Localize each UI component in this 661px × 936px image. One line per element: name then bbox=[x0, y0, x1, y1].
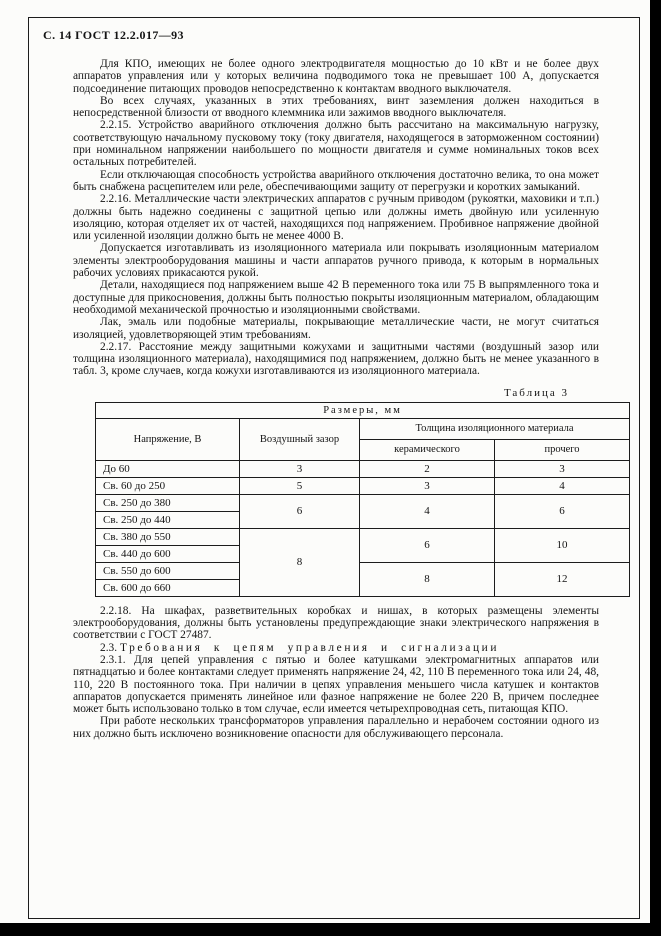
paragraph-clause-2-2-18: 2.2.18. На шкафах, разветвительных коробках и нишах, в которых размещены элементы электрооборудования, должны быть установлены предупреждающие знаки электрического напряжения в соответствии с ГОСТ 27487. bbox=[73, 604, 599, 642]
dimensions-table bbox=[95, 402, 630, 597]
cell-voltage: До 60 bbox=[96, 460, 240, 477]
col-ceramic-header: керамического bbox=[360, 439, 495, 460]
paragraph: Детали, находящиеся под напряжением выше 42 В переменного тока или 75 В выпрямленного тока и доступные для прикосновения, должны быть полностью покрыты изоляционным материалом, обладающим необходимой механической прочностью и изоляционными свойствами. bbox=[73, 279, 599, 316]
cell-other: 4 bbox=[495, 477, 630, 494]
paragraph-clause-2-2-17: 2.2.17. Расстояние между защитными кожухами и защитными частями (воздушный зазор или толщина изоляционного материала), находящимися под напряжением, должно быть не менее указанного в табл. 3, кроме случаев, когда кожухи изготавливаются из изоляционного материала. bbox=[73, 340, 599, 378]
cell-voltage: Св. 380 до 550 bbox=[96, 528, 240, 545]
cell-other: 3 bbox=[495, 460, 630, 477]
cell-ceramic: 2 bbox=[360, 460, 495, 477]
table-row bbox=[96, 494, 630, 511]
cell-air-gap: 8 bbox=[240, 528, 360, 596]
cell-ceramic: 3 bbox=[360, 477, 495, 494]
section-heading bbox=[73, 642, 599, 654]
paragraph: Для КПО, имеющих не более одного электродвигателя мощностью до 10 кВт и не более двух аппаратов управления или у которых величина подводимого тока не превышает 100 А, допускается подсоединение питающих проводов непосредственно к контактам вводного выключателя. bbox=[73, 58, 599, 95]
cell-air-gap: 3 bbox=[240, 460, 360, 477]
col-insulation-header: Толщина изоляционного материала bbox=[360, 418, 630, 439]
cell-voltage: Св. 440 до 600 bbox=[96, 545, 240, 562]
cell-air-gap: 6 bbox=[240, 494, 360, 528]
paragraph-clause-2-2-15: 2.2.15. Устройство аварийного отключения должно быть рассчитано на максимальную нагрузку, соответствующую начальному пусковому току (току двигателя, находящегося в заторможенном состоянии) при номинальном напряжении наибольшего по мощности двигателя и сумме номинальных токов всех остальных потребителей. bbox=[73, 119, 599, 169]
section-title: Требования к цепям управления и сигнализации bbox=[119, 641, 500, 654]
cell-other: 6 bbox=[495, 494, 630, 528]
paragraph: Если отключающая способность устройства аварийного отключения достаточно велика, то она может быть снабжена расцепителем или реле, обеспечивающими защиту от перегрузки и коротких замыканий. bbox=[73, 168, 599, 193]
table-row bbox=[96, 528, 630, 545]
paragraph: При работе нескольких трансформаторов управления параллельно и нерабочем состоянии одного из них должно быть исключено возникновение опасности для обслуживающего персонала. bbox=[73, 715, 599, 740]
cell-voltage: Св. 60 до 250 bbox=[96, 477, 240, 494]
paragraph-clause-2-3-1: 2.3.1. Для цепей управления с пятью и более катушками электромагнитных аппаратов или пятнадцатью и более контактами следует применять напряжение 24, 42, 110 В переменного тока или 24, 48, 110, 220 В постоянного тока. При наличии в цепях управления меньшего числа катушек и контактов аппаратов допускается применять линейное или фазное напряжение не более 220 В, причем последнее может быть использовано только в том случае, если имеется четырехпроводная сеть, питающая КПО. bbox=[73, 653, 599, 716]
paragraph: Лак, эмаль или подобные материалы, покрывающие металлические части, не могут считаться изоляцией, удовлетворяющей этим требованиям. bbox=[73, 316, 599, 341]
page-frame bbox=[28, 17, 640, 919]
cell-ceramic: 4 bbox=[360, 494, 495, 528]
cell-voltage: Св. 250 до 440 bbox=[96, 511, 240, 528]
cell-ceramic: 8 bbox=[360, 562, 495, 596]
col-air-gap-header: Воздушный зазор bbox=[240, 418, 360, 460]
paragraph: Допускается изготавливать из изоляционного материала или покрывать изоляционным материалом элементы электрооборудования машины и части аппаратов ручного привода, к которым в нормальных рабочих условиях прикасаются рукой. bbox=[73, 242, 599, 280]
page-header: С. 14 ГОСТ 12.2.017—93 bbox=[43, 28, 184, 42]
table-row bbox=[96, 477, 630, 494]
table-caption: Таблица 3 bbox=[503, 386, 569, 399]
col-voltage-header: Напряжение, В bbox=[96, 418, 240, 460]
col-other-header: прочего bbox=[495, 439, 630, 460]
section-number: 2.3. bbox=[100, 641, 118, 654]
paragraph-clause-2-2-16: 2.2.16. Металлические части электрических аппаратов с ручным приводом (рукоятки, маховики и т.п.) должны быть надежно соединены с защитной цепью или должны иметь двойную или усиленную изоляцию, которая отделяет их от частей, находящихся под напряжением. Пробивное напряжение двойной или усиленной изоляции должно быть не менее 4000 В. bbox=[73, 193, 599, 243]
table-units-row bbox=[96, 402, 630, 418]
table-row bbox=[96, 562, 630, 579]
table-row bbox=[96, 460, 630, 477]
cell-ceramic: 6 bbox=[360, 528, 495, 562]
cell-other: 10 bbox=[495, 528, 630, 562]
table-header-row bbox=[96, 418, 630, 439]
page-content bbox=[73, 58, 599, 740]
cell-voltage: Св. 550 до 600 bbox=[96, 562, 240, 579]
paragraph: Во всех случаях, указанных в этих требованиях, винт заземления должен находиться в непосредственной близости от вводного клеммника или зажимов вводного выключателя. bbox=[73, 94, 599, 120]
cell-other: 12 bbox=[495, 562, 630, 596]
cell-air-gap: 5 bbox=[240, 477, 360, 494]
cell-voltage: Св. 600 до 660 bbox=[96, 579, 240, 596]
table-units-title: Размеры, мм bbox=[96, 402, 630, 418]
cell-voltage: Св. 250 до 380 bbox=[96, 494, 240, 511]
